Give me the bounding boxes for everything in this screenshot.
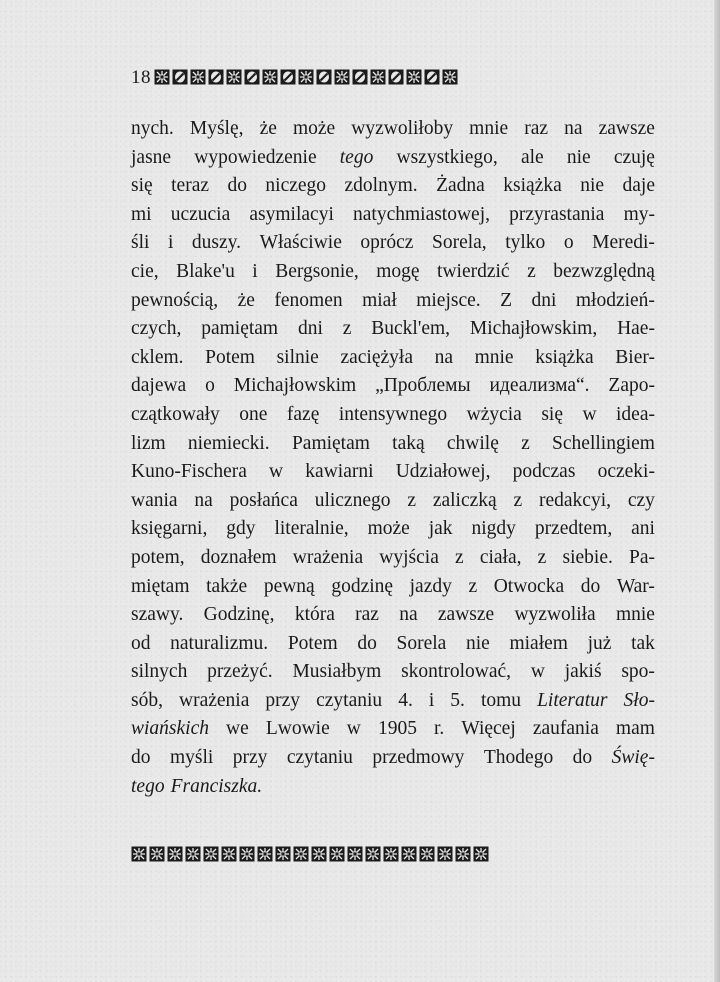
word: niemiecki. [187,432,270,454]
text-line [131,487,655,516]
word: Kuno-Fischera [131,461,247,483]
text-line [131,172,655,201]
word: z [527,260,536,282]
word: Myślę, [189,118,244,139]
word: cie, [131,260,159,282]
word: Potem [205,346,255,368]
text-line [131,144,655,173]
word: z [342,318,352,340]
text-line [131,573,655,602]
word: doznałem [200,546,277,568]
word: Michajłowskim [233,375,357,397]
text-line [131,687,655,716]
word: mam [615,718,655,740]
word: godzinę [331,575,394,597]
ornament-icon [262,69,278,85]
word: nych. [131,118,174,139]
word: cklem. [131,346,184,368]
ornament-icon [190,69,206,85]
word: natychmiastowej, [353,203,491,225]
word: mnie [615,604,655,626]
word: się [541,403,563,425]
ornament-icon [172,69,188,85]
ornament-icon [370,69,386,85]
ornament-icon [473,846,489,862]
ornament-icon [442,69,458,85]
word: chwilę [446,432,499,454]
text-line [131,773,655,802]
text-line [131,544,655,573]
word: szawy. [131,604,184,626]
word: dni [297,318,323,340]
word: czytaniu [316,689,383,711]
word: od [131,632,151,654]
ornament-icon [239,846,255,862]
word: dajewa [131,375,187,397]
word: przy [232,747,268,769]
word: przedtem, [534,518,613,540]
word: i [428,689,435,711]
word: raz [524,118,549,139]
word: do [227,175,247,197]
word: oprócz [360,232,414,254]
word: we [226,718,249,740]
word: lizm [131,432,166,454]
word: skontrolować, [401,661,512,683]
word: wania [131,489,178,511]
word: może [367,518,410,540]
ornament-icon [383,846,399,862]
word: i [252,260,258,282]
word: niczego [265,175,327,197]
ornament-icon [293,846,309,862]
word: do [357,632,377,654]
word: w [346,718,361,740]
word: przyrastania [509,203,605,225]
word: silnie [276,346,319,368]
word: intensywnego [338,403,448,425]
word: Meredi- [592,232,655,254]
word: twierdzić [437,260,510,282]
ornament-icon [311,846,327,862]
word: która [294,604,335,626]
ornament-icon [316,69,332,85]
word: nigdy [471,518,516,540]
ornament-icon [154,69,170,85]
ornament-icon [352,69,368,85]
word: oczeki- [597,461,655,483]
word: z [521,432,530,454]
word: 4. [398,689,413,711]
word: raz [355,604,379,626]
word: dni [531,289,557,311]
word: miejsce. [416,289,481,311]
word: Lwowie [265,718,330,740]
word: Potem [287,632,338,654]
ornament-icon [280,69,296,85]
word: gdy [226,518,256,540]
ornament-icon [388,69,404,85]
word: na [564,118,583,139]
word: na [194,489,213,511]
ornament-icon [419,846,435,862]
word: mnie [469,118,509,139]
page-header [131,66,655,88]
word: do [572,747,593,769]
word: Świę- [611,747,655,769]
word: taką [392,432,425,454]
ornament-icon [455,846,471,862]
ornament-icon [401,846,417,862]
word: Bergsonie, [275,260,359,282]
word: z [455,546,464,568]
word: także [206,575,248,597]
text-line [131,744,655,773]
word: Sorela [396,632,447,654]
word: Musiałbym [292,661,382,683]
word: jakiś [564,661,602,683]
word: czy [627,489,655,511]
word: tak [631,632,655,654]
text-line [131,458,655,487]
text-line [131,115,655,144]
word: i [167,232,174,254]
word: mnie [474,346,514,368]
word: że [237,289,255,311]
word: Godzinę, [203,604,275,626]
footer-ornament-strip [131,843,655,865]
word: idea- [616,403,655,425]
ornament-icon [244,69,260,85]
word: czuję [613,146,655,168]
word: Pa- [629,546,655,568]
word: fazę [286,403,320,425]
word: naturalizmu. [170,632,269,654]
word: wszystkiego, [396,146,498,168]
word: myśli [169,747,214,769]
word: z [468,575,478,597]
word: młodzień- [575,289,655,311]
word: księgarni, [131,518,208,540]
word: Michajłowskim, [469,318,598,340]
page-edge [714,0,720,982]
ornament-icon [334,69,350,85]
word: się [131,175,153,197]
word: ciała, [479,546,522,568]
word: Blake'u [176,260,235,282]
ornament-icon [167,846,183,862]
word: wyzwoliłoby [351,118,454,139]
word: czątkowały [131,403,220,425]
word: Buckl'em, [371,318,451,340]
word: pewną [263,575,315,597]
ornament-icon [406,69,422,85]
word: tomu [480,689,522,711]
word: redakcyi, [539,489,612,511]
word: ani [631,518,655,540]
word: Thodego [483,747,554,769]
word: wrażenia [292,546,364,568]
word: z [537,546,547,568]
word: śli [131,232,150,254]
word: asymilacyi [249,203,334,225]
ornament-icon [203,846,219,862]
word: zaliczką [432,489,497,511]
ornament-icon [131,846,147,862]
word: mi [131,203,152,225]
word: może [292,118,336,139]
word: tego [339,146,374,168]
word: wyjścia [379,546,439,568]
word: teraz [171,175,210,197]
word: do [580,575,601,597]
text-line [131,715,655,744]
word: tego [131,775,165,797]
ornament-icon [365,846,381,862]
word: siebie. [562,546,613,568]
text-line [131,515,655,544]
word: „Проблемы [375,375,471,397]
word: Literatur [537,689,608,711]
ornament-icon [208,69,224,85]
word: r. [433,718,445,740]
word: potem, [131,546,185,568]
word: Udziałowej, [395,461,491,483]
word: spo- [621,661,655,683]
ornament-icon [437,846,453,862]
word: mogę [376,260,420,282]
word: miałem [509,632,568,654]
header-ornament-strip [154,69,458,85]
text-line [131,430,655,459]
word: zdolnym. [344,175,418,197]
word: Właściwie [259,232,342,254]
body-text [131,115,655,801]
word: podczas [512,461,576,483]
ornament-icon [347,846,363,862]
word: pewnością, [131,289,219,311]
word: na [399,604,418,626]
word: wrażenia [179,689,250,711]
word: bezwzględną [553,260,655,282]
word: zawsze [437,604,495,626]
word: jasne [131,146,172,168]
word: nie [566,146,591,168]
page-number: 18 [131,66,151,88]
word: literalnie, [274,518,349,540]
word: Więcej [461,718,516,740]
word: zawsze [598,118,655,139]
ornament-icon [424,69,440,85]
word: jak [428,518,453,540]
word: uczucia [170,203,231,225]
word: duszy. [191,232,242,254]
word: Schellingiem [552,432,655,454]
word: War- [616,575,655,597]
ornament-icon [221,846,237,862]
word: daje [622,175,655,197]
word: posłańca [229,489,298,511]
text-line [131,630,655,659]
word: ale [520,146,544,168]
word: kawiarni [305,461,374,483]
word: z [407,489,416,511]
word: przeżyć. [207,661,273,683]
word: do [131,747,151,769]
word: wiańskich [131,718,209,740]
word: one [239,403,268,425]
word: zaufania [532,718,599,740]
ornament-icon [275,846,291,862]
ornament-icon [329,846,345,862]
word: Otwocka [493,575,565,597]
ornament-icon [185,846,201,862]
word: wypowiedzenie [194,146,317,168]
text-line [131,315,655,344]
word: 5. [450,689,465,711]
text-line [131,344,655,373]
word: jazdy [409,575,452,597]
word: że [259,118,277,139]
word: w [530,661,545,683]
word: Hae- [617,318,655,340]
word: zaciężyła [340,346,413,368]
text-line [131,401,655,430]
word: sób, [131,689,163,711]
word: my- [623,203,655,225]
ornament-icon [298,69,314,85]
word: pamiętam [201,318,279,340]
word: Bier- [615,346,655,368]
word: Żadna [436,175,485,197]
word: Sorela, [431,232,487,254]
text-line [131,658,655,687]
word: идеализма“. [489,375,590,397]
word: Zapo- [608,375,655,397]
word: nie [465,632,490,654]
ornament-icon [257,846,273,862]
word: Franciszka. [170,775,263,797]
word: wżycia [466,403,522,425]
text-line [131,229,655,258]
text-line [131,601,655,630]
word: silnych [131,661,188,683]
ornament-icon [149,846,165,862]
word: nie [580,175,605,197]
text-line [131,201,655,230]
word: miętam [131,575,190,597]
word: książka [535,346,594,368]
word: o [205,375,215,397]
word: już [587,632,612,654]
word: w [582,403,597,425]
word: w [269,461,284,483]
word: Pamiętam [291,432,370,454]
word: książka [503,175,562,197]
word: przy [265,689,301,711]
word: miał [362,289,397,311]
word: na [434,346,453,368]
text-line [131,258,655,287]
word: Z [500,289,513,311]
text-line [131,372,655,401]
text-line [131,287,655,316]
word: przedmowy [372,747,465,769]
word: czych, [131,318,182,340]
word: tylko [505,232,546,254]
word: wyzwoliła [514,604,596,626]
word: 1905 [377,718,417,740]
word: fenomen [274,289,343,311]
word: czytaniu [286,747,353,769]
ornament-icon [226,69,242,85]
word: ulicznego [314,489,391,511]
word: z [513,489,523,511]
word: Sło- [623,689,655,711]
word: o [563,232,574,254]
